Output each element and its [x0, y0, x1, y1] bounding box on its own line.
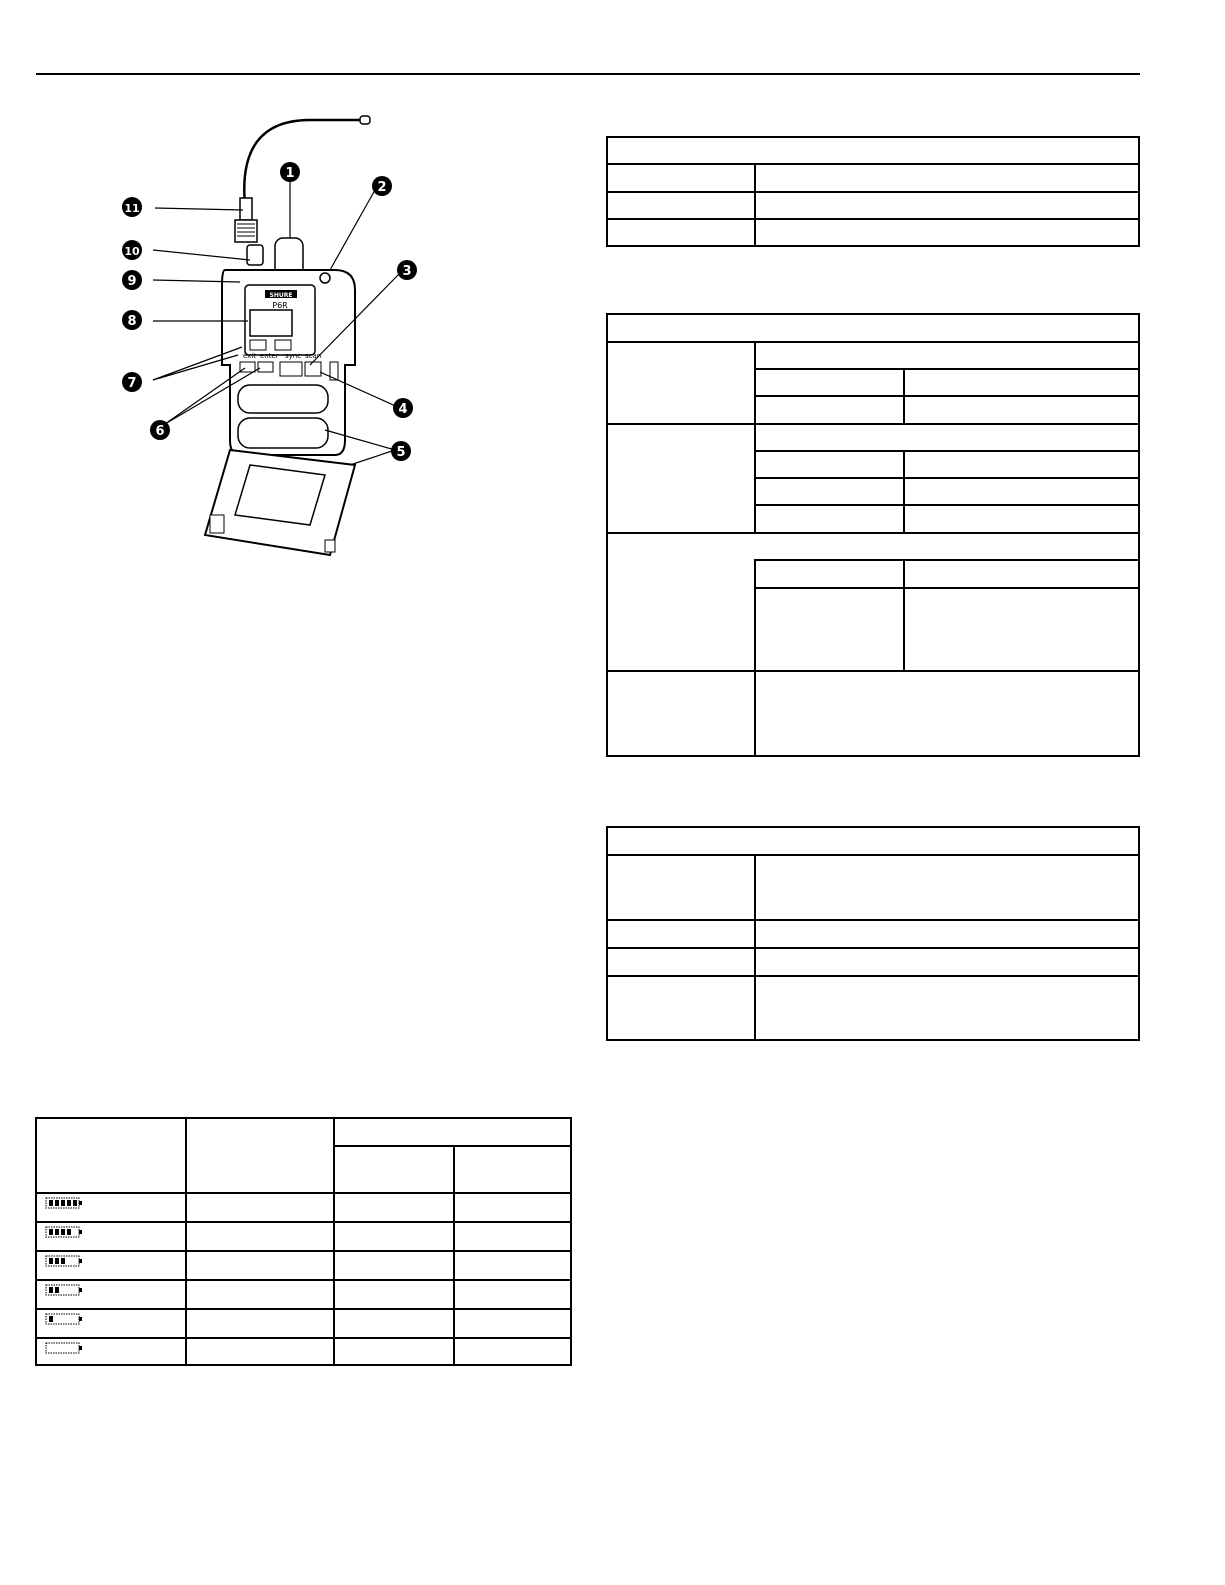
battery-1-bar-icon — [45, 1311, 85, 1327]
svg-text:7: 7 — [127, 376, 137, 391]
battery-3-bar-icon — [45, 1253, 85, 1269]
svg-text:5: 5 — [396, 445, 406, 460]
svg-text:11: 11 — [124, 202, 140, 215]
battery-bar — [49, 1229, 53, 1235]
svg-text:8: 8 — [127, 314, 137, 329]
battery-2-bar-icon — [45, 1282, 85, 1298]
battery-bar — [55, 1229, 59, 1235]
spec-table-2 — [606, 313, 1140, 757]
battery-bar — [67, 1200, 71, 1206]
spec-table-1 — [606, 136, 1140, 247]
battery-empty-icon — [45, 1340, 85, 1356]
svg-text:6: 6 — [155, 424, 165, 439]
battery-bar — [49, 1200, 53, 1206]
battery-bar — [61, 1258, 65, 1264]
battery-bar — [67, 1229, 71, 1235]
battery-full-icon — [45, 1195, 85, 1211]
battery-bar — [55, 1258, 59, 1264]
brand-label: SHURE — [269, 292, 293, 299]
svg-text:4: 4 — [398, 402, 408, 417]
spec-table-3 — [606, 826, 1140, 1041]
svg-text:9: 9 — [127, 274, 137, 289]
battery-bar — [49, 1287, 53, 1293]
battery-4-bar-icon — [45, 1224, 85, 1240]
scan-label: scan — [305, 352, 322, 360]
battery-bar — [61, 1200, 65, 1206]
enter-label: enter — [260, 352, 279, 360]
exit-label: exit — [243, 352, 257, 360]
battery-bar — [49, 1258, 53, 1264]
battery-bar — [49, 1316, 53, 1322]
battery-table — [35, 1117, 572, 1366]
svg-text:1: 1 — [285, 166, 295, 181]
battery-bar — [61, 1229, 65, 1235]
sync-label: sync — [285, 352, 302, 360]
battery-bar — [73, 1200, 77, 1206]
svg-text:10: 10 — [124, 245, 140, 258]
svg-text:2: 2 — [377, 180, 387, 195]
battery-bar — [55, 1200, 59, 1206]
receiver-illustration — [110, 110, 440, 570]
top-rule — [36, 73, 1140, 75]
battery-bar — [55, 1287, 59, 1293]
model-label: P6R — [272, 301, 288, 310]
svg-text:3: 3 — [402, 264, 412, 279]
